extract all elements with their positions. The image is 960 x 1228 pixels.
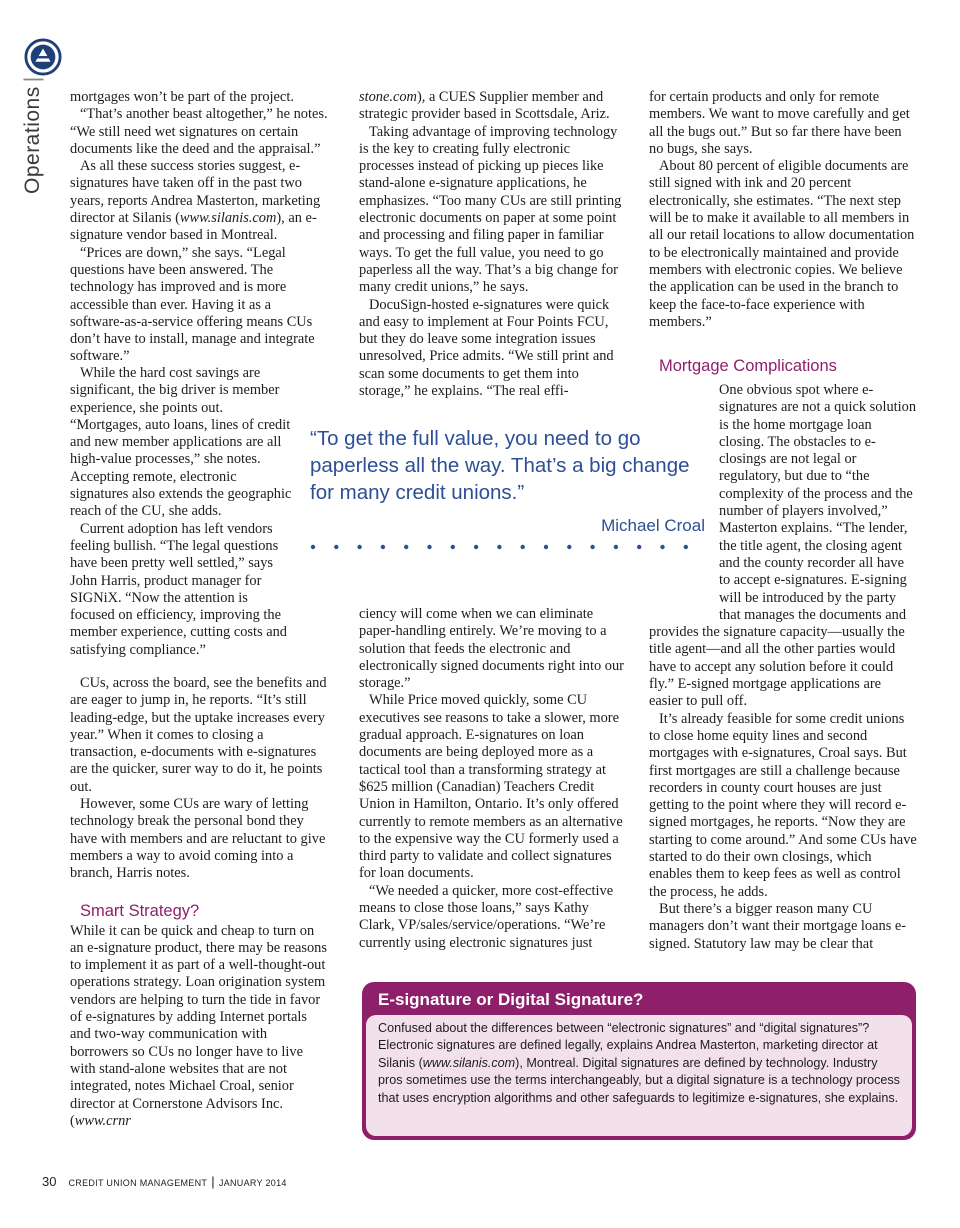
- column-2-top: [359, 89, 625, 400]
- text-run: While it can be quick and cheap to turn on an e-signature product, there may be reasons to implement it as part of a well-thought-out operations strategy. Loan origination system vendors are helping to turn the tide in favor of e-signatures by adding Internet portals and two-way communication with borrowers so CUs no longer have to live with stand-alone websites that are not integrated, notes Michael Croal, senior director at Cornerstone Advisors Inc. (: [70, 922, 327, 1129]
- paragraph: “That’s another beast altogether,” he notes. “We still need wet signatures on certain documents like the deed and the appraisal.”: [70, 106, 328, 157]
- dotted-divider: [308, 542, 708, 552]
- pull-quote: [310, 425, 705, 536]
- url-link[interactable]: stone.com: [359, 89, 417, 105]
- paragraph: It’s already feasible for some credit unions to close home equity lines and second mortgages with e-signatures, Croal says. But first mortgages are still a challenge because recorders in county court houses are just getting to the point where they will record e-signed mortgages, he reports. “Now they are starting to come around.” And some CUs have started to do their own closings, which enables them to keep fees as well as control the process, he adds.: [649, 710, 917, 900]
- text-run: ), Montreal. Digital signatures are defined by technology. Industry pros sometimes use the terms interchangeably, but a digital signature is a technology process that uses encryption algorithms and other safeguards to legitimize e-signatures, she explains.: [378, 1055, 900, 1105]
- url-link[interactable]: www.silanis.com: [422, 1055, 516, 1070]
- column-2-bottom: [359, 606, 625, 952]
- paragraph: DocuSign-hosted e-signatures were quick and easy to implement at Four Points FCU, but they do leave some integration issues unresolved, Price admits. “We still print and scan some documents to get them into storage,” he explains. “The real effi-: [359, 296, 614, 400]
- section-separator: |: [21, 76, 44, 83]
- paragraph: While the hard cost savings are significant, the big driver is member experience, she points out. “Mortgages, auto loans, lines of credit and new member applications are all high-value processes,” she notes. Accepting remote, electronic signatures also extends the geographic reach of the CU, she adds.: [70, 365, 292, 520]
- paragraph: But there’s a bigger reason many CU managers don’t want their mortgage loans e-signed. Statutory law may be clear that: [649, 900, 907, 952]
- paragraph: One obvious spot where e-signatures are not a quick solution is the home mortgage loan closing. The obstacles to e-closings are not legal or regulatory, but due to “the complexity of the process and the number of players involved,” Masterton explains. “The lender, the title agent, the closing agent and the county recorder all have to accept e-signatures. E-signing will be introduced by the party that manages the documents and provides the signature capacity—usually the title agent—and all the other parties would have to accept any solution before it could fly.” E-signed mortgage applications are easier to pull off.: [649, 382, 917, 710]
- sidebar-box: [362, 982, 916, 1140]
- sidebar-body: [366, 1015, 912, 1136]
- paragraph: While Price moved quickly, some CU executives see reasons to take a slower, more gradual approach. E-signatures on loan documents are being deployed more as a tactical tool than a transforming strategy at $625 million (Canadian) Teachers Credit Union in Hamilton, Ontario. It’s only offered currently to remote members as an alternative to the expensive way the CU formerly used a third party to validate and collect signatures for loan documents.: [359, 692, 623, 882]
- paragraph: About 80 percent of eligible documents are still signed with ink and 20 percent electronically, she estimates. “The next step will be to make it available to all members in all our retail locations to allow documentation to be electronically maintained and provide members with electronic copies. We believe the application can be used in the branch to keep the face-to-face experience with members.”: [649, 158, 915, 330]
- page-footer: [42, 1174, 287, 1189]
- wrap-spacer: [649, 399, 719, 607]
- url-link[interactable]: www.crnr: [74, 1112, 131, 1129]
- column-3-top: [649, 89, 917, 378]
- column-1-bottom: [70, 675, 328, 1130]
- text-run: Confused about the differences between “electronic signatures” and “digital signatures”? Electronic signatures are defined legally, explains Andrea Masterton, marketing director at Silanis (: [378, 1021, 878, 1070]
- paragraph: However, some CUs are wary of letting technology break the personal bond they have with members and are reluctant to give members a way to avoid coming into a branch, Harris notes.: [70, 796, 326, 882]
- paragraph: [359, 89, 625, 124]
- paragraph: “We needed a quicker, more cost-effective means to close those loans,” says Kathy Clark, VP/sales/service/operations. “We’re currently using electronic signatures just: [359, 882, 614, 951]
- publication-name: CREDIT UNION MANAGEMENT: [68, 1178, 208, 1188]
- url-link[interactable]: www.silanis.com: [179, 210, 277, 227]
- paragraph: CUs, across the board, see the benefits and are eager to jump in, he reports. “It’s still leading-edge, but the uptake increases every year.” When it comes to closing a transaction, e-documents with e-signatures are the quicker, surer way to do it, he points out.: [70, 675, 327, 795]
- paragraph: “Prices are down,” she says. “Legal questions have been answered. The technology has improved and is more accessible than ever. Having it as a software-as-a-service offering means CUs don’t have to install, manage and integrate software.”: [70, 244, 315, 365]
- paragraph: [70, 923, 328, 1131]
- text-run: As all these success stories suggest, e-signatures have taken off in the past two years, reports Andrea Masterton, marketing director at Silanis (: [70, 158, 321, 227]
- text-run: ), an e-signature vendor based in Montreal.: [70, 210, 317, 244]
- pull-quote-attribution: Michael Croal: [601, 516, 705, 535]
- text-run: ), a CUES Supplier member and strategic provider based in Scottsdale, Ariz.: [359, 89, 610, 123]
- section-label: [22, 76, 44, 194]
- pull-quote-text: “To get the full value, you need to go paperless all the way. That’s a big change for many credit unions.”: [310, 427, 690, 504]
- page-number: 30: [42, 1174, 57, 1189]
- paragraph: ciency will come when we can eliminate paper-handling entirely. We’re moving to a solution that feeds the electronic and electronically signed documents right into our storage.”: [359, 606, 624, 692]
- paragraph: Current adoption has left vendors feeling bullish. “The legal questions have been pretty well settled,” says John Harris, product manager for SIGNiX. “Now the attention is focused on efficiency, improving the member experience, cutting costs and satisfying compliance.”: [70, 520, 287, 658]
- cues-logo-icon: [24, 38, 62, 76]
- column-3-lower: [649, 382, 917, 953]
- column-1-middle: [70, 365, 295, 659]
- section-label-text: Operations: [21, 86, 44, 194]
- issue-date: JANUARY 2014: [218, 1178, 287, 1188]
- subhead-smart-strategy: Smart Strategy?: [80, 901, 200, 920]
- sidebar-title: E-signature or Digital Signature?: [378, 990, 644, 1009]
- subhead-mortgage-complications: Mortgage Complications: [659, 357, 837, 376]
- paragraph: for certain products and only for remote members. We want to move carefully and get all the bugs out.” But so far there have been no bugs, she says.: [649, 89, 910, 157]
- footer-separator: |: [211, 1174, 215, 1189]
- paragraph: Taking advantage of improving technology is the key to creating fully electronic processes instead of picking up pieces like stand-alone e-signature applications, he emphasizes. “Too many CUs are still printing electronic documents on paper at some point and processing and filing paper in familiar ways. To get the full value, you need to go paperless all the way. That’s a big change for many credit unions,” he says.: [359, 123, 622, 296]
- column-1-top: [70, 89, 328, 366]
- paragraph: [70, 158, 328, 244]
- paragraph: mortgages won’t be part of the project.: [70, 89, 294, 105]
